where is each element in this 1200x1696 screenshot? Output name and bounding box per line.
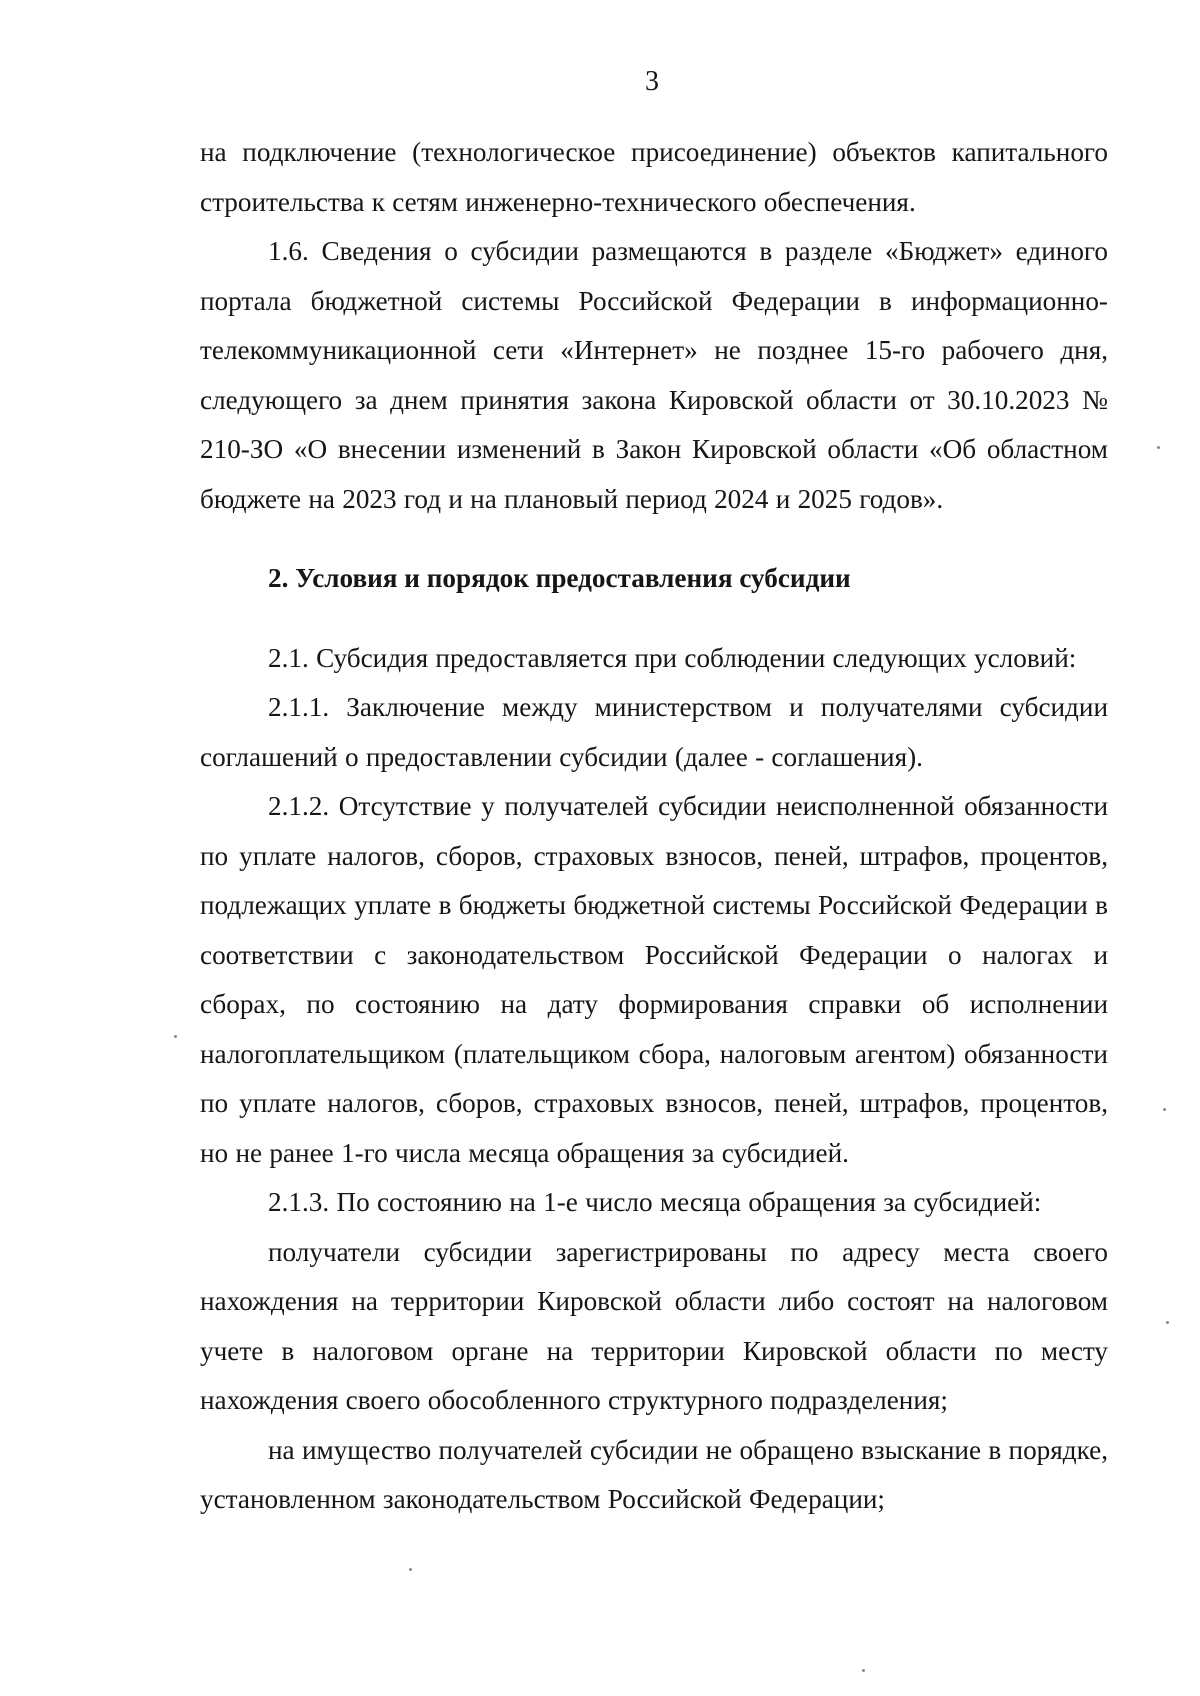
scan-speck — [1166, 1321, 1169, 1324]
paragraph-registration-condition: получатели субсидии зарегистрированы по адресу места своего нахождения на территории Кировской области либо состоят на налоговом учете в налоговом органе на территории Кировской области по месту нахождения своего обособленного структурного подразделения; — [200, 1236, 1108, 1415]
paragraph-continuation: на подключение (технологическое присоединение) объектов капитального строительства к сетям инженерно-технического обеспечения. — [200, 137, 1108, 217]
section-heading: 2. Условия и порядок предоставления субсидии — [268, 563, 851, 593]
document-body — [200, 128, 1108, 1525]
scan-speck — [1163, 1108, 1166, 1111]
page-number: 3 — [645, 66, 659, 97]
paragraph-property-condition: на имущество получателей субсидии не обращено взыскание в порядке, установленном законодательством Российской Федерации; — [200, 1434, 1108, 1514]
scan-speck — [862, 1669, 865, 1672]
scan-speck — [409, 1568, 412, 1571]
paragraph-2-1-3: 2.1.3. По состоянию на 1-е число месяца обращения за субсидией: — [268, 1187, 1042, 1217]
scan-speck — [174, 1035, 177, 1038]
scan-speck — [1157, 446, 1160, 449]
paragraph-2-1-1: 2.1.1. Заключение между министерством и получателями субсидии соглашений о предоставлении субсидии (далее - соглашения). — [200, 692, 1108, 772]
paragraph-2-1: 2.1. Субсидия предоставляется при соблюдении следующих условий: — [268, 642, 1077, 673]
paragraph-1-6: 1.6. Сведения о субсидии размещаются в разделе «Бюджет» единого портала бюджетной системы Российской Федерации в информационно-телекоммуникационной сети «Интернет» не позднее 15-го рабочего дня, следующего за днем принятия закона Кировской области от 30.10.2023 № 210-ЗО «О внесении изменений в Закон Кировской области «Об областном бюджете на 2023 год и на плановый период 2024 и 2025 годов». — [200, 236, 1108, 514]
paragraph-2-1-2: 2.1.2. Отсутствие у получателей субсидии неисполненной обязанности по уплате налогов, сборов, страховых взносов, пеней, штрафов, процентов, подлежащих уплате в бюджеты бюджетной системы Российской Федерации в соответствии с законодательством Российской Федерации о налогах и сборах, по состоянию на дату формирования справки об исполнении налогоплательщиком (плательщиком сбора, налоговым агентом) обязанности по уплате налогов, сборов, страховых взносов, пеней, штрафов, процентов, но не ранее 1-го числа месяца обращения за субсидией. — [200, 791, 1108, 1168]
